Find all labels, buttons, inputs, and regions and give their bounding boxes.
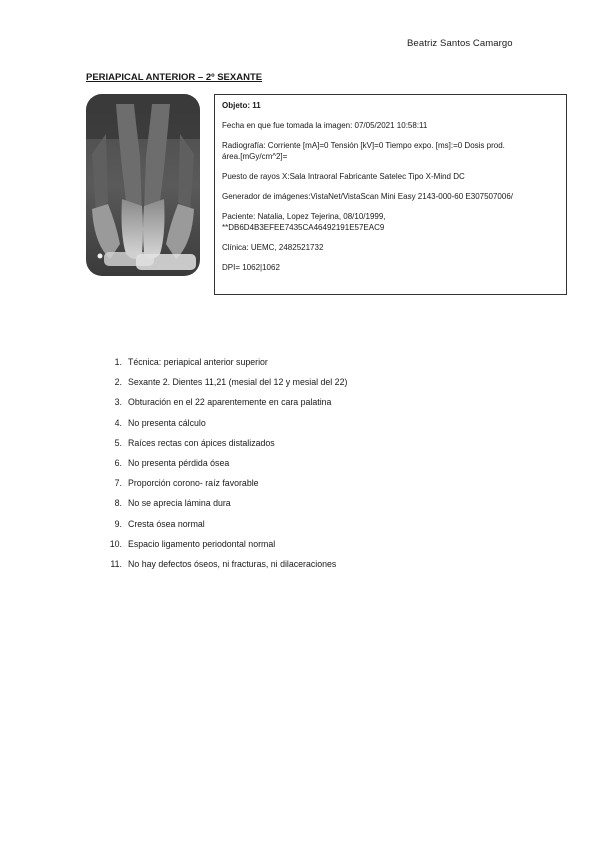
list-item xyxy=(100,559,347,579)
item-text: Proporción corono- raíz favorable xyxy=(128,478,259,489)
item-number: 3. xyxy=(114,397,122,408)
item-number: 9. xyxy=(114,518,122,529)
item-text: Obturación en el 22 aparentemente en cara palatina xyxy=(128,397,332,408)
item-number: 1. xyxy=(114,357,122,367)
list-item xyxy=(100,438,347,458)
item-text: No hay defectos óseos, ni fracturas, ni dilaceraciones xyxy=(128,558,337,569)
item-text: Cresta ósea normal xyxy=(128,518,205,529)
radiografia-line-2: área.[mGy/cm^2]= xyxy=(222,152,288,161)
paciente-line-1: Paciente: Natalia, Lopez Tejerina, 08/10/1999, xyxy=(222,212,386,221)
list-item xyxy=(100,458,347,478)
list-item xyxy=(100,377,347,397)
list-item xyxy=(100,478,347,498)
item-number: 5. xyxy=(114,437,122,448)
item-number: 6. xyxy=(114,457,122,468)
list-item xyxy=(100,418,347,438)
list-item xyxy=(100,357,347,377)
clinica-line: Clínica: UEMC, 2482521732 xyxy=(222,243,324,252)
item-number: 10. xyxy=(109,538,122,549)
item-text: No presenta cálculo xyxy=(128,417,206,428)
item-text: Espacio ligamento periodontal normal xyxy=(128,538,276,549)
objeto-line: Objeto: 11 xyxy=(222,101,261,110)
item-text: Sexante 2. Dientes 11,21 (mesial del 12 y mesial del 22) xyxy=(128,377,348,388)
item-text: Raíces rectas con ápices distalizados xyxy=(128,437,275,448)
item-text: Técnica: periapical anterior superior xyxy=(128,357,268,367)
radiografia-line-1: Radiografía: Corriente [mA]=0 Tensión [kV]=0 Tiempo expo. [ms]:=0 Dosis prod. xyxy=(222,141,505,150)
item-text: No se aprecia lámina dura xyxy=(128,498,231,509)
section-title: PERIAPICAL ANTERIOR – 2º SEXANTE xyxy=(86,72,263,83)
puesto-line: Puesto de rayos X:Sala Intraoral Fabricante Satelec Tipo X-Mind DC xyxy=(222,172,465,181)
list-item xyxy=(100,397,347,417)
item-number: 7. xyxy=(114,478,122,489)
item-number: 8. xyxy=(114,498,122,509)
findings-list xyxy=(100,357,347,579)
item-number: 4. xyxy=(114,417,122,428)
image-metadata-box xyxy=(214,94,567,295)
generador-line: Generador de imágenes:VistaNet/VistaScan Mini Easy 2143-000-60 E307507006/ xyxy=(222,192,514,201)
dpi-line: DPI= 1062|1062 xyxy=(222,263,280,272)
paciente-line-2: **DB6D4B3EFEE7435CA46492191E57EAC9 xyxy=(222,223,385,232)
fecha-line: Fecha en que fue tomada la imagen: 07/05/2021 10:58:11 xyxy=(222,121,428,130)
list-item xyxy=(100,519,347,539)
dental-xray-image xyxy=(86,94,200,276)
radiografia-line xyxy=(222,140,559,162)
author-name: Beatriz Santos Camargo xyxy=(407,38,513,49)
item-number: 11. xyxy=(110,558,122,569)
list-item xyxy=(100,498,347,518)
list-item xyxy=(100,539,347,559)
item-text: No presenta pérdida ósea xyxy=(128,457,230,468)
paciente-line xyxy=(222,211,559,233)
item-number: 2. xyxy=(114,377,122,388)
